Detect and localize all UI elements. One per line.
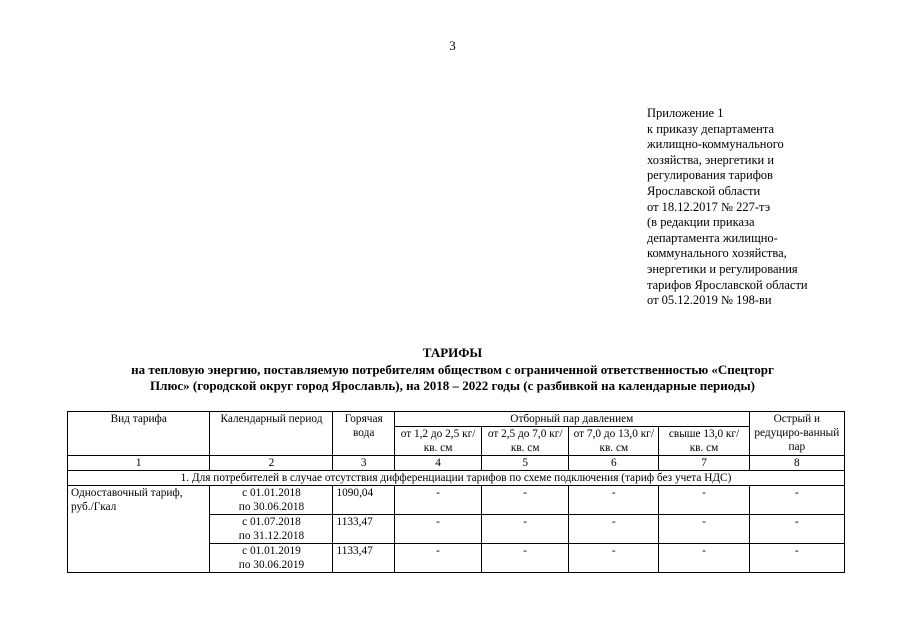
steam-1-value: - bbox=[394, 515, 481, 544]
column-number: 7 bbox=[659, 456, 749, 471]
hot-water-value: 1133,47 bbox=[333, 515, 395, 544]
header-steam-3: от 7,0 до 13,0 кг/ кв. см bbox=[569, 427, 659, 456]
appendix-line: Ярославской области bbox=[647, 183, 761, 198]
steam-4-value: - bbox=[659, 515, 749, 544]
column-number: 5 bbox=[482, 456, 569, 471]
column-number: 3 bbox=[333, 456, 395, 471]
steam-3-value: - bbox=[569, 515, 659, 544]
header-steam-4: свыше 13,0 кг/ кв. см bbox=[659, 427, 749, 456]
appendix-line: Приложение 1 bbox=[647, 106, 724, 120]
appendix-line: энергетики и регулирования bbox=[647, 261, 798, 276]
header-calendar-period: Календарный период bbox=[210, 412, 333, 456]
tariffs-table bbox=[67, 411, 845, 573]
column-number: 6 bbox=[569, 456, 659, 471]
steam-4-value: - bbox=[659, 544, 749, 573]
sharp-steam-value: - bbox=[749, 515, 844, 544]
column-number: 1 bbox=[68, 456, 210, 471]
document-subtitle bbox=[60, 362, 845, 394]
hot-water-value: 1090,04 bbox=[333, 486, 395, 515]
header-hot-water: Горячая вода bbox=[333, 412, 395, 456]
appendix-line: тарифов Ярославской области bbox=[647, 277, 808, 292]
steam-4-value: - bbox=[659, 486, 749, 515]
subtitle-line-2: Плюс» (городской округ город Ярославль), на 2018 – 2022 годы (с разбивкой на календарные периоды) bbox=[150, 378, 755, 393]
tariff-label: Одноставочный тариф, руб./Гкал bbox=[68, 486, 210, 573]
period-to: по 30.06.2019 bbox=[238, 559, 305, 571]
appendix-line: регулирования тарифов bbox=[647, 168, 773, 183]
period-to: по 31.12.2018 bbox=[238, 530, 305, 542]
steam-1-value: - bbox=[394, 486, 481, 515]
header-sharp-steam: Острый и редуциро-ванный пар bbox=[749, 412, 844, 456]
appendix-line: к приказу департамента bbox=[647, 121, 775, 136]
column-number-row bbox=[68, 456, 845, 471]
period-to: по 30.06.2018 bbox=[238, 501, 305, 513]
hot-water-value: 1133,47 bbox=[333, 544, 395, 573]
period-cell bbox=[210, 515, 333, 544]
appendix-line: коммунального хозяйства, bbox=[647, 246, 787, 261]
steam-3-value: - bbox=[569, 486, 659, 515]
steam-1-value: - bbox=[394, 544, 481, 573]
header-steam-2: от 2,5 до 7,0 кг/ кв. см bbox=[482, 427, 569, 456]
appendix-line: департамента жилищно- bbox=[647, 230, 778, 245]
period-from: с 01.01.2018 bbox=[242, 487, 301, 499]
period-cell bbox=[210, 486, 333, 515]
sharp-steam-value: - bbox=[749, 544, 844, 573]
steam-2-value: - bbox=[482, 515, 569, 544]
steam-2-value: - bbox=[482, 486, 569, 515]
document-title: ТАРИФЫ bbox=[422, 345, 483, 360]
subtitle-line-1: на тепловую энергию, поставляемую потребителям обществом с ограниченной ответственностью «Спецторг bbox=[131, 362, 774, 377]
column-number: 4 bbox=[394, 456, 481, 471]
appendix-line: хозяйства, энергетики и bbox=[647, 152, 775, 167]
header-steam-group: Отборный пар давлением bbox=[394, 412, 749, 427]
appendix-block bbox=[647, 106, 857, 309]
column-number: 8 bbox=[749, 456, 844, 471]
period-from: с 01.07.2018 bbox=[242, 516, 301, 528]
steam-2-value: - bbox=[482, 544, 569, 573]
column-number: 2 bbox=[210, 456, 333, 471]
section-row bbox=[68, 471, 845, 486]
appendix-line: от 05.12.2019 № 198-ви bbox=[647, 293, 772, 308]
header-tariff-type: Вид тарифа bbox=[68, 412, 210, 456]
table-header-row bbox=[68, 412, 845, 427]
table-row bbox=[68, 486, 845, 515]
appendix-line: жилищно-коммунального bbox=[647, 137, 784, 152]
appendix-line: от 18.12.2017 № 227-тэ bbox=[647, 199, 771, 214]
steam-3-value: - bbox=[569, 544, 659, 573]
section-heading: 1. Для потребителей в случае отсутствия дифференциации тарифов по схеме подключения (тариф без учета НДС) bbox=[68, 471, 845, 486]
appendix-line: (в редакции приказа bbox=[647, 215, 755, 230]
period-cell bbox=[210, 544, 333, 573]
sharp-steam-value: - bbox=[749, 486, 844, 515]
header-steam-1: от 1,2 до 2,5 кг/ кв. см bbox=[394, 427, 481, 456]
period-from: с 01.01.2019 bbox=[242, 545, 301, 557]
page-number: 3 bbox=[449, 38, 456, 53]
